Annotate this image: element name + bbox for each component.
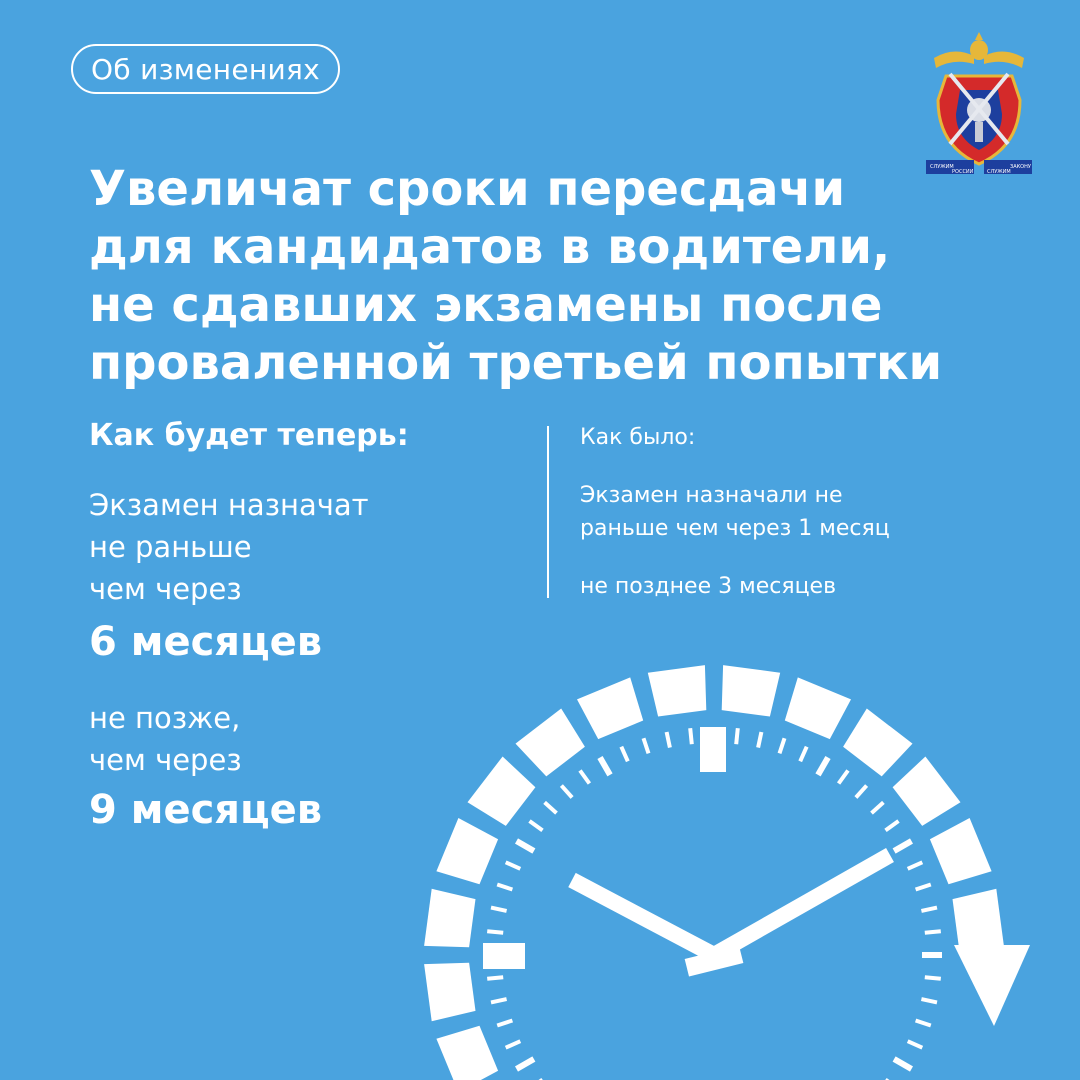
clock-outer-ring — [424, 665, 1004, 1080]
clock-tick — [856, 786, 867, 798]
clock-ring-segment — [893, 757, 961, 826]
clock-arrow-icon — [954, 945, 1030, 1026]
clock-tick — [908, 862, 923, 869]
clock-ring-segment — [424, 963, 475, 1022]
emblem-ribbon-text-3: СЛУЖИМ — [987, 169, 1011, 175]
clock-tick — [644, 738, 649, 753]
now-heading: Как будет теперь: — [89, 418, 409, 453]
clock-ring-segment — [930, 818, 992, 884]
clock-ring-segment — [577, 677, 643, 739]
page-title — [89, 160, 989, 392]
clock-ring-segment — [722, 665, 781, 716]
clock-twelve-marker — [700, 727, 726, 772]
clock-hour-hand — [572, 880, 714, 955]
clock-tick — [487, 931, 503, 933]
clock-tick — [497, 1021, 512, 1026]
clock-ring-segment — [648, 665, 707, 716]
clock-ring-segment — [843, 709, 912, 777]
now-max-text: не позже, — [89, 701, 241, 735]
clock-tick — [736, 728, 738, 744]
clock-tick — [497, 885, 512, 890]
clock-tick — [780, 738, 785, 753]
clock-tick — [580, 771, 589, 784]
clock-tick — [517, 1059, 534, 1069]
clock-ring-segment — [436, 818, 498, 884]
clock-ring-segment — [953, 889, 1004, 948]
column-divider — [547, 426, 549, 598]
clock-tick — [908, 1041, 923, 1048]
clock-tick — [894, 1059, 911, 1069]
title-line: не сдавших экзамены после — [89, 277, 883, 333]
now-min-text: чем через — [89, 572, 242, 606]
clock-tick — [839, 771, 848, 784]
title-line: проваленной третьей попытки — [89, 335, 943, 391]
was-heading: Как было: — [580, 425, 696, 450]
clock-center-bar — [685, 945, 744, 976]
was-min-text: Экзамен назначали не — [580, 483, 843, 508]
clock-tick — [491, 999, 507, 1002]
clock-tick — [925, 931, 941, 933]
clock-tick — [872, 802, 884, 813]
tag-badge: Об изменениях — [71, 44, 340, 94]
clock-tick — [667, 732, 670, 748]
clock-tick — [487, 977, 503, 979]
clock-ring-segment — [424, 889, 475, 948]
clock-tick — [921, 908, 937, 911]
now-min-text: Экзамен назначат — [89, 488, 369, 522]
clock-tick — [517, 841, 534, 851]
clock-tick — [916, 885, 931, 890]
clock-ring-segment — [516, 709, 585, 777]
clock-nine-marker — [483, 943, 525, 969]
emblem-ribbon-text-1: СЛУЖИМ — [930, 164, 954, 170]
clock-tick — [561, 786, 572, 798]
was-max-text: не позднее 3 месяцев — [580, 574, 837, 599]
clock-ring-segment — [436, 1026, 498, 1080]
clock-ring-segment — [785, 677, 851, 739]
clock-tick — [800, 747, 807, 762]
police-emblem-logo — [924, 28, 1034, 176]
now-min-text: не раньше — [89, 530, 252, 564]
clock-tick — [506, 1041, 521, 1048]
clock-tick — [916, 1021, 931, 1026]
title-line: Увеличат сроки пересдачи — [89, 161, 846, 217]
clock-tick — [925, 977, 941, 979]
title-line: для кандидатов в водители, — [89, 219, 891, 275]
now-min-value: 6 месяцев — [89, 619, 323, 665]
was-min-text: раньше чем через 1 месяц — [580, 516, 890, 541]
clock-tick — [758, 732, 761, 748]
clock-tick — [921, 999, 937, 1002]
now-max-text: чем через — [89, 743, 242, 777]
clock-tick — [894, 841, 911, 851]
clock-minute-hand — [714, 855, 890, 955]
emblem-ribbon-text-2: РОССИИ — [952, 169, 974, 175]
clock-tick — [818, 758, 828, 775]
emblem-ribbon-text-4: ЗАКОНУ — [1010, 164, 1031, 170]
clock-tick — [886, 821, 899, 830]
clock-tick — [545, 802, 557, 813]
clock-tick — [621, 747, 628, 762]
clock-tick — [600, 758, 610, 775]
now-max-value: 9 месяцев — [89, 787, 323, 833]
clock-ring-segment — [468, 757, 536, 826]
clock-tick — [506, 862, 521, 869]
clock-tick — [491, 908, 507, 911]
clock-tick-marks — [487, 728, 942, 1080]
clock-tick — [690, 728, 692, 744]
clock-tick — [530, 821, 543, 830]
